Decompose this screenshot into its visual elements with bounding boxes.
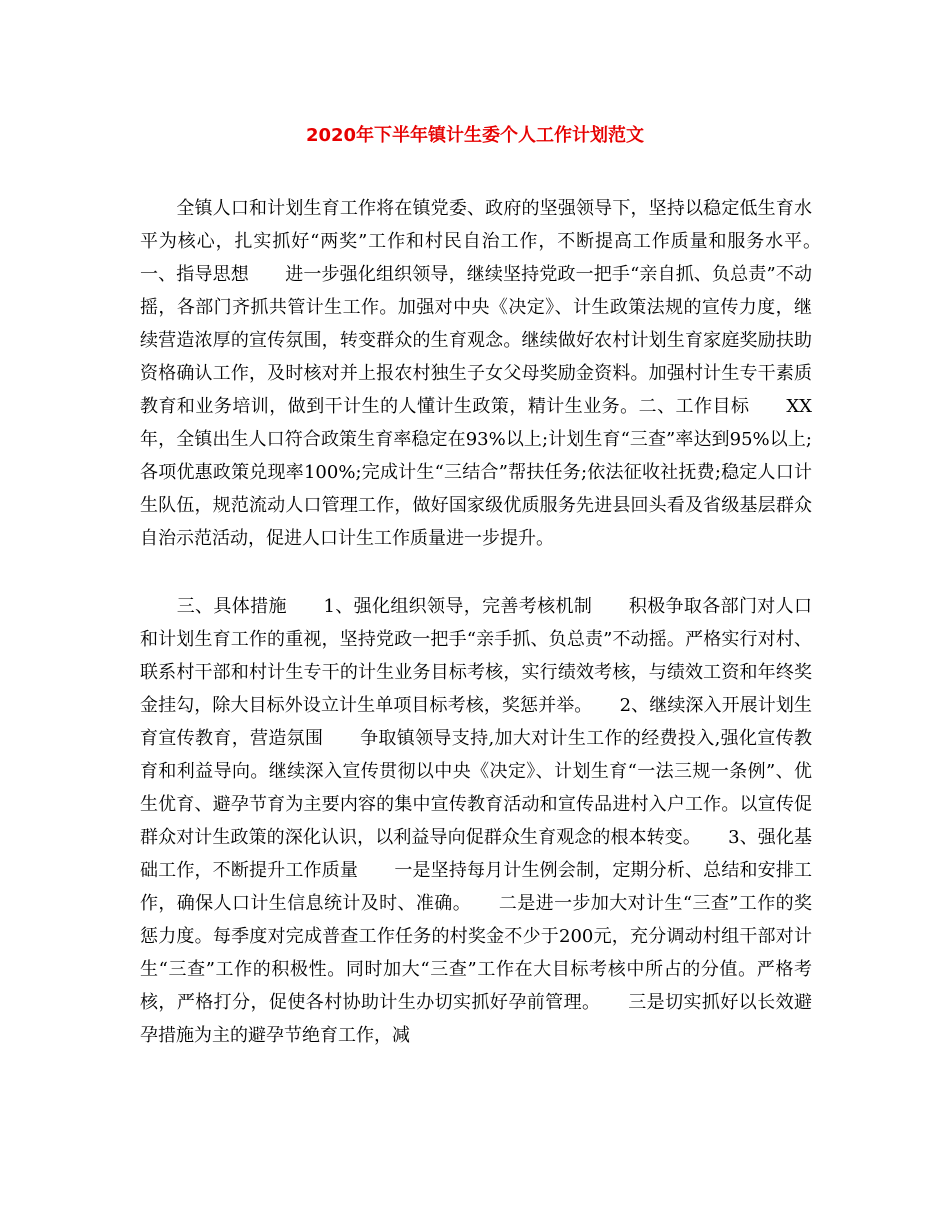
body-paragraph-2: 三、具体措施 1、强化组织领导，完善考核机制 积极争取各部门对人口和计划生育工作的重视，坚持党政一把手“亲手抓、负总责”不动摇。严格实行对村、联系村干部和村计生专干的计生业务目标考核，实行绩效考核，与绩效工资和年终奖金挂勾，除大目标外设立计生单项目标考核，奖惩并举。 2、继续深入开展计划生育宣传教育，营造氛围 争取镇领导支持,加大对计生工作的经费投入,强化宣传教育和利益导向。继续深入宣传贯彻以中央《决定》、计划生育“一法三规一条例”、优生优育、避孕节育为主要内容的集中宣传教育活动和宣传品进村入户工作。以宣传促群众对计生政策的深化认识，以利益导向促群众生育观念的根本转变。 3、强化基础工作，不断提升工作质量 一是坚持每月计生例会制，定期分析、总结和安排工作，确保人口计生信息统计及时、准确。 二是进一步加大对计生“三查”工作的奖惩力度。每季度对完成普查工作任务的村奖金不少于200元，充分调动村组干部对计生“三查”工作的积极性。同时加大“三查”工作在大目标考核中所占的分值。严格考核，严格打分，促使各村协助计生办切实抓好孕前管理。 三是切实抓好以长效避孕措施为主的避孕节绝育工作，减 — [140, 596, 812, 1046]
document-title: 2020年下半年镇计生委个人工作计划范文 — [305, 125, 645, 146]
body-paragraph-1: 全镇人口和计划生育工作将在镇党委、政府的坚强领导下，坚持以稳定低生育水平为核心，扎实抓好“两奖”工作和村民自治工作，不断提高工作质量和服务水平。 一、指导思想 进一步强化组织领导，继续坚持党政一把手“亲自抓、负总责”不动摇，各部门齐抓共管计生工作。加强对中央《决定》、计生政策法规的宣传力度，继续营造浓厚的宣传氛围，转变群众的生育观念。继续做好农村计划生育家庭奖励扶助资格确认工作，及时核对并上报农村独生子女父母奖励金资料。加强村计生专干素质教育和业务培训，做到干计生的人懂计生政策，精计生业务。二、工作目标 XX年，全镇出生人口符合政策生育率稳定在93%以上;计划生育“三查”率达到95%以上;各项优惠政策兑现率100%;完成计生“三结合”帮扶任务;依法征收社抚费;稳定人口计生队伍，规范流动人口管理工作，做好国家级优质服务先进县回头看及省级基层群众自治示范活动，促进人口计生工作质量进一步提升。 — [140, 198, 848, 549]
